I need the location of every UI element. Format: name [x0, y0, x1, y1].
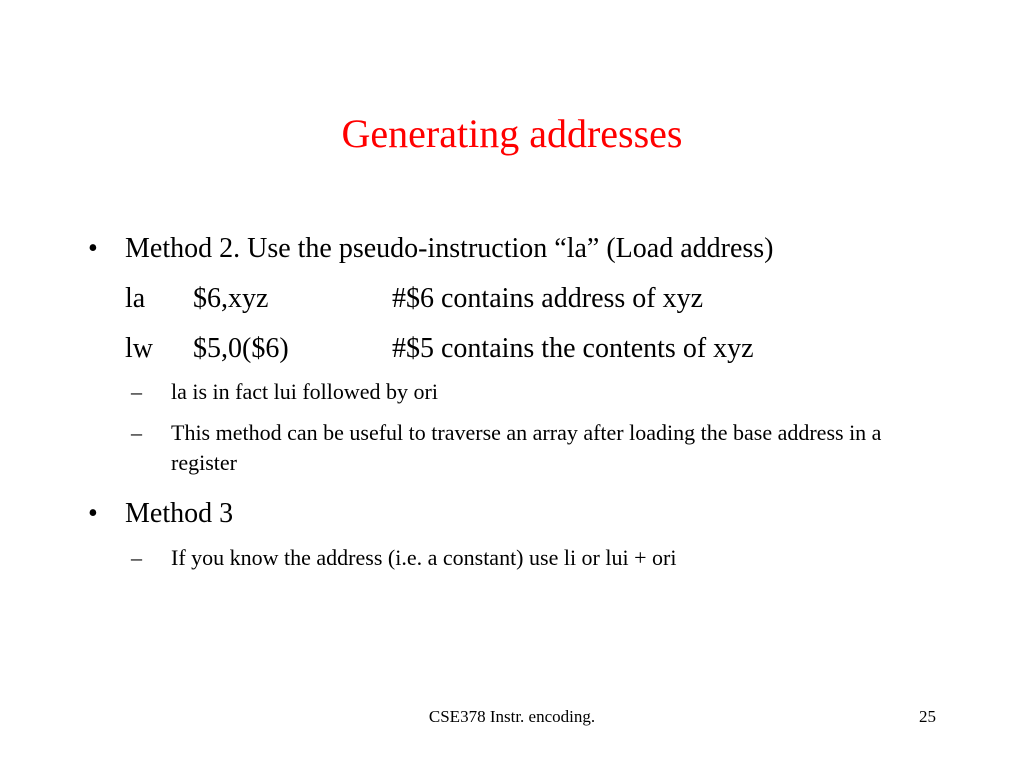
bullet-text: Method 3 — [125, 498, 234, 529]
code-args: $5,0($6) — [193, 333, 289, 364]
sub-bullet-marker: – — [131, 420, 142, 445]
page-number: 25 — [919, 707, 936, 726]
footer-course-label: CSE378 Instr. encoding. — [428, 707, 596, 726]
sub-bullet-text: la is in fact lui followed by ori — [171, 379, 438, 404]
code-op: la — [125, 283, 146, 314]
slide-title: Generating addresses — [341, 111, 683, 156]
bullet-marker: • — [88, 498, 98, 529]
code-op: lw — [125, 333, 153, 364]
bullet-marker: • — [88, 233, 98, 264]
code-args: $6,xyz — [193, 283, 269, 314]
sub-bullet-text: This method can be useful to traverse an array after loading the base address in a register — [171, 420, 882, 475]
bullet-text: Method 2. Use the pseudo-instruction “la” (Load address) — [125, 233, 774, 264]
sub-bullet-text: If you know the address (i.e. a constant) use li or lui + ori — [171, 545, 677, 570]
code-comment: #$6 contains address of xyz — [392, 283, 704, 314]
code-comment: #$5 contains the contents of xyz — [392, 333, 754, 364]
sub-bullet-marker: – — [131, 545, 142, 570]
sub-bullet-marker: – — [131, 379, 142, 404]
